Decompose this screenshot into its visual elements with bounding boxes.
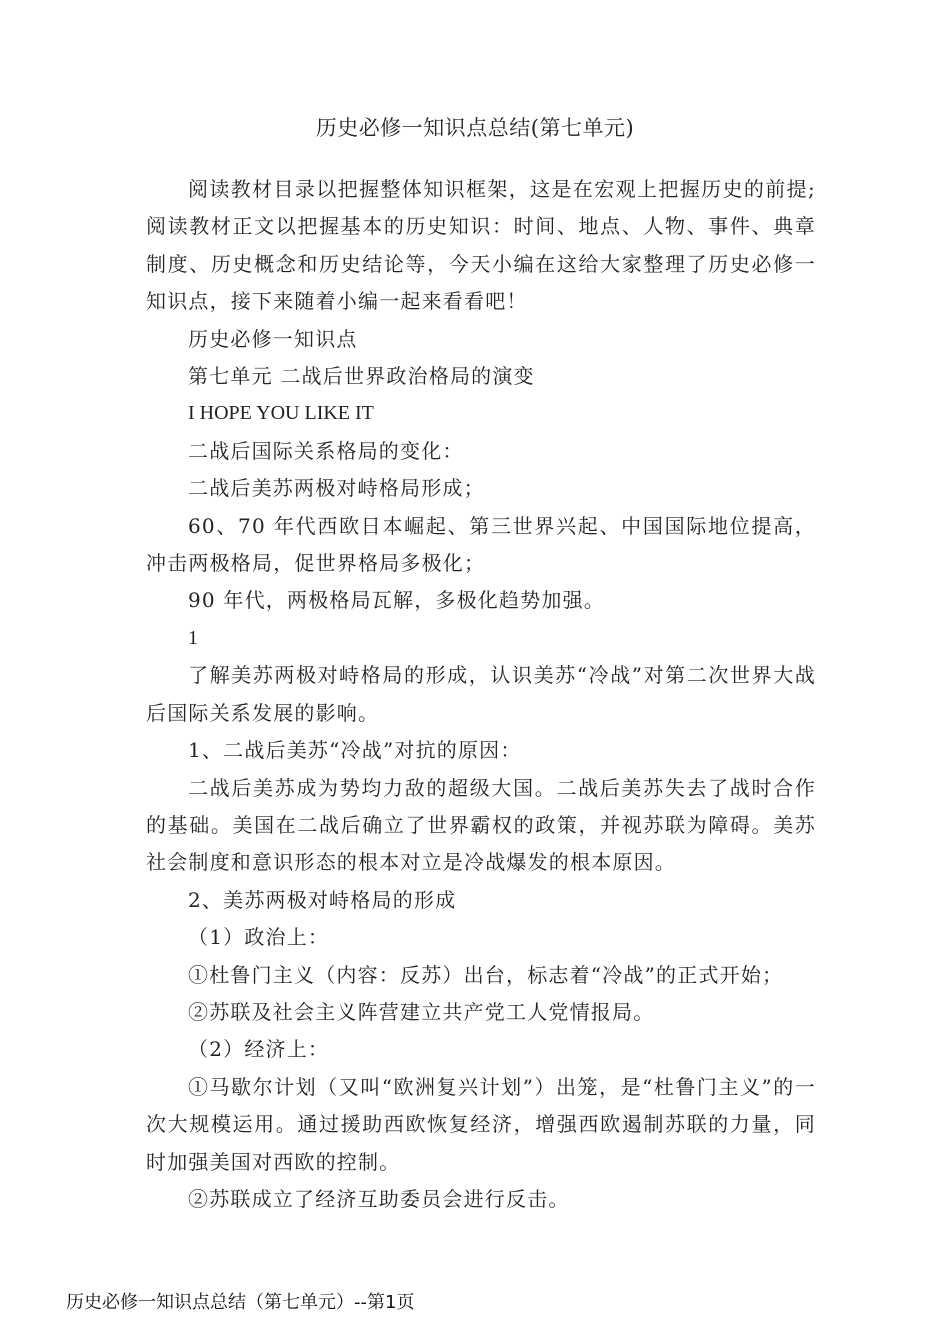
list-item: ②苏联及社会主义阵营建立共产党工人党情报局。 — [188, 999, 655, 1024]
intro-paragraph: 阅读教材目录以把握整体知识框架，这是在宏观上把握历史的前提;阅读教材正文以把握基本的历史知识：时间、地点、人物、事件、典章制度、历史概念和历史结论等，今天小编在这给大家整理了历史必修一知识点，接下来随着小编一起来看看吧！ — [146, 177, 816, 314]
document-body — [146, 171, 816, 1218]
list-heading: （1）政治上： — [188, 925, 330, 950]
document-title: 历史必修一知识点总结(第七单元) — [315, 116, 635, 140]
banner-text: I HOPE YOU LIKE IT — [188, 402, 374, 425]
list-item: ②苏联成立了经济互助委员会进行反击。 — [188, 1186, 570, 1211]
body-paragraph: 90 年代，两极格局瓦解，多极化趋势加强。 — [188, 588, 606, 613]
subsection-heading: 2、美苏两极对峙格局的形成 — [188, 887, 457, 912]
list-heading: （2）经济上： — [188, 1037, 330, 1062]
page-footer: 历史必修一知识点总结（第七单元）--第1页 — [66, 1292, 415, 1313]
body-paragraph: 了解美苏两极对峙格局的形成，认识美苏“冷战”对第二次世界大战后国际关系发展的影响。 — [146, 663, 816, 725]
body-paragraph: 二战后美苏两极对峙格局形成； — [188, 476, 485, 501]
body-paragraph: 二战后国际关系格局的变化： — [188, 438, 464, 463]
list-item: ①杜鲁门主义（内容：反苏）出台，标志着“冷战”的正式开始； — [188, 962, 784, 987]
section-heading: 历史必修一知识点 — [188, 326, 358, 351]
body-paragraph: 60、70 年代西欧日本崛起、第三世界兴起、中国国际地位提高，冲击两极格局，促世界格局多极化； — [146, 513, 816, 576]
unit-heading: 第七单元 二战后世界政治格局的演变 — [188, 364, 535, 389]
body-paragraph: 二战后美苏成为势均力敌的超级大国。二战后美苏失去了战时合作的基础。美国在二战后确立了世界霸权的政策，并视苏联为障碍。美苏社会制度和意识形态的根本对立是冷战爆发的根本原因。 — [146, 775, 816, 875]
numbered-marker: 1 — [188, 626, 198, 649]
list-item: ①马歇尔计划（又叫“欧洲复兴计划”）出笼，是“杜鲁门主义”的一次大规模运用。通过援助西欧恢复经济，增强西欧遏制苏联的力量，同时加强美国对西欧的控制。 — [146, 1074, 816, 1174]
subsection-heading: 1、二战后美苏“冷战”对抗的原因： — [188, 738, 522, 763]
